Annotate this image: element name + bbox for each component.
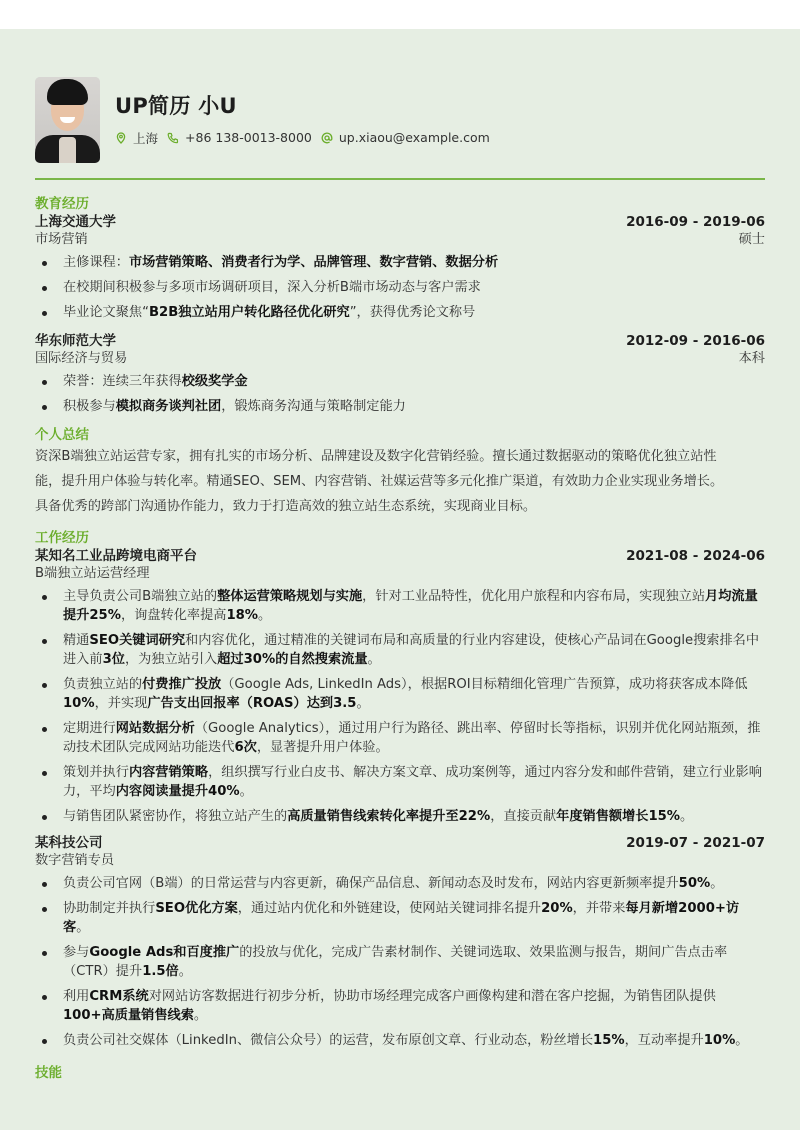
bullet-item: 参与Google Ads和百度推广的投放与优化，完成广告素材制作、关键词选取、效果监测与报告，期间广告点击率（CTR）提升1.5倍。 <box>35 943 765 981</box>
date-range: 2016-09 - 2019-06 <box>626 213 765 230</box>
bullet-item: 精通SEO关键词研究和内容优化，通过精准的关键词布局和高质量的行业内容建设，使核心产品词在Google搜索排名中进入前3位，为独立站引入超过30%的自然搜索流量。 <box>35 631 765 669</box>
bullet-item: 在校期间积极参与多项市场调研项目，深入分析B端市场动态与客户需求 <box>35 278 765 297</box>
bullet-item: 利用CRM系统对网站访客数据进行初步分析，协助市场经理完成客户画像构建和潜在客户挖掘，为销售团队提供100+高质量销售线索。 <box>35 987 765 1025</box>
bullet-item: 负责公司官网（B端）的日常运营与内容更新，确保产品信息、新闻动态及时发布，网站内容更新频率提升50%。 <box>35 874 765 893</box>
major: 国际经济与贸易 <box>35 350 128 366</box>
section-title-skills: 技能 <box>35 1064 62 1081</box>
bullet-item: 毕业论文聚焦“B2B独立站用户转化路径优化研究”，获得优秀论文称号 <box>35 303 765 322</box>
phone-text[interactable]: +86 138-0013-8000 <box>185 130 312 145</box>
company-name: 某科技公司 <box>35 834 103 851</box>
work-entry <box>35 547 765 826</box>
job-title: B端独立站运营经理 <box>35 565 150 581</box>
resume-page <box>0 29 800 1130</box>
school-name: 华东师范大学 <box>35 332 116 349</box>
header-divider <box>35 178 765 180</box>
summary-line: 具备优秀的跨部门沟通协作能力，致力于打造高效的独立站生态系统，实现商业目标。 <box>35 498 537 514</box>
company-name: 某知名工业品跨境电商平台 <box>35 547 197 564</box>
date-range: 2012-09 - 2016-06 <box>626 332 765 349</box>
map-pin-icon <box>115 132 127 144</box>
summary-section <box>35 426 765 519</box>
date-range: 2021-08 - 2024-06 <box>626 547 765 564</box>
degree: 本科 <box>738 350 765 366</box>
work-entry <box>35 834 765 1050</box>
resume-header <box>35 29 765 177</box>
bullet-list <box>35 874 765 1050</box>
bullet-list <box>35 372 765 416</box>
bullet-item: 策划并执行内容营销策略，组织撰写行业白皮书、解决方案文章、成功案例等，通过内容分发和邮件营销，建立行业影响力，平均内容阅读量提升40%。 <box>35 763 765 801</box>
bullet-item: 主导负责公司B端独立站的整体运营策略规划与实施，针对工业品特性，优化用户旅程和内容布局，实现独立站月均流量提升25%，询盘转化率提高18%。 <box>35 587 765 625</box>
school-name: 上海交通大学 <box>35 213 116 230</box>
location-text: 上海 <box>133 130 159 146</box>
section-title-summary: 个人总结 <box>35 426 89 443</box>
email-link[interactable]: up.xiaou@example.com <box>338 130 490 145</box>
bullet-item: 积极参与模拟商务谈判社团，锻炼商务沟通与策略制定能力 <box>35 397 765 416</box>
bullet-item: 主修课程：市场营销策略、消费者行为学、品牌管理、数字营销、数据分析 <box>35 253 765 272</box>
bullet-item: 定期进行网站数据分析（Google Analytics），通过用户行为路径、跳出率、停留时长等指标，识别并优化网站瓶颈，推动技术团队完成网站功能迭代6次，显著提升用户体验。 <box>35 719 765 757</box>
summary-line: 能，提升用户体验与转化率。精通SEO、SEM、内容营销、社媒运营等多元化推广渠道，有效助力企业实现业务增长。 <box>35 473 724 489</box>
education-entry <box>35 332 765 416</box>
education-section <box>35 195 765 416</box>
job-title: 数字营销专员 <box>35 852 115 868</box>
candidate-name: UP简历 小U <box>115 93 237 118</box>
bullet-item: 负责公司社交媒体（LinkedIn、微信公众号）的运营，发布原创文章、行业动态，粉丝增长15%，互动率提升10%。 <box>35 1031 765 1050</box>
date-range: 2019-07 - 2021-07 <box>626 834 765 851</box>
work-section <box>35 529 765 1050</box>
major: 市场营销 <box>35 231 88 247</box>
top-margin <box>0 0 800 29</box>
bullet-list <box>35 253 765 322</box>
avatar <box>35 77 100 163</box>
section-title-education: 教育经历 <box>35 195 89 212</box>
section-title-work: 工作经历 <box>35 529 89 546</box>
phone-icon <box>167 132 179 144</box>
bullet-item: 与销售团队紧密协作，将独立站产生的高质量销售线索转化率提升至22%，直接贡献年度销售额增长15%。 <box>35 807 765 826</box>
bullet-item: 协助制定并执行SEO优化方案，通过站内优化和外链建设，使网站关键词排名提升20%，并带来每月新增2000+访客。 <box>35 899 765 937</box>
bullet-item: 荣誉：连续三年获得校级奖学金 <box>35 372 765 391</box>
skills-section <box>35 1064 765 1082</box>
bullet-item: 负责独立站的付费推广投放（Google Ads, LinkedIn Ads），根据ROI目标精细化管理广告预算，成功将获客成本降低10%，并实现广告支出回报率（ROAS）达到3.5。 <box>35 675 765 713</box>
contact-info <box>115 129 499 147</box>
summary-text <box>35 444 765 519</box>
summary-line: 资深B端独立站运营专家，拥有扎实的市场分析、品牌建设及数字化营销经验。擅长通过数据驱动的策略优化独立站性 <box>35 448 717 464</box>
education-entry <box>35 213 765 322</box>
degree: 硕士 <box>738 231 765 247</box>
bullet-list <box>35 587 765 826</box>
at-icon <box>321 132 333 144</box>
